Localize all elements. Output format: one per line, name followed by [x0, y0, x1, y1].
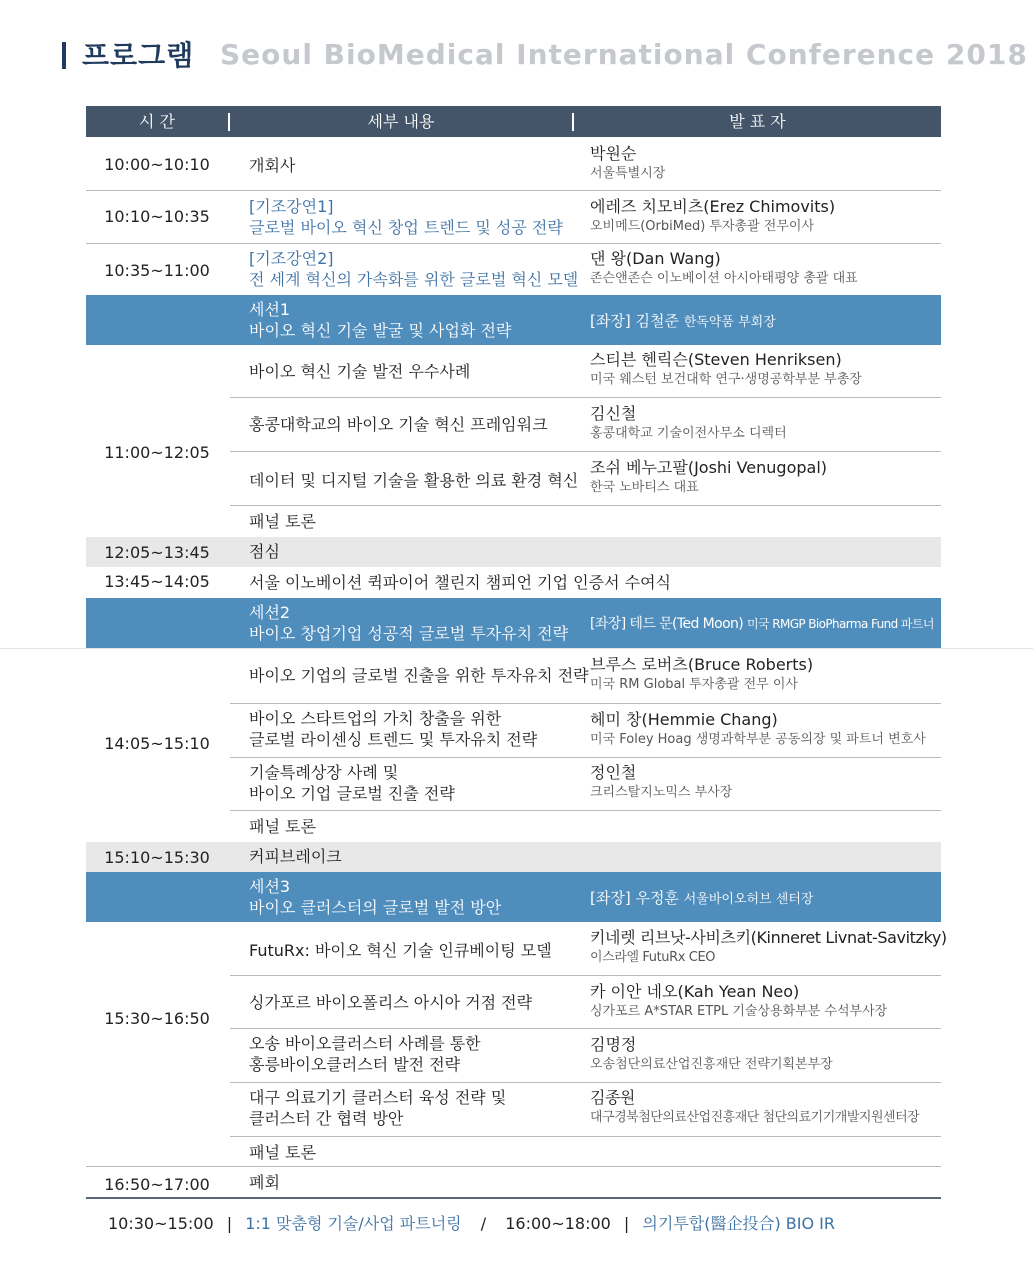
- session-label: 세션2: [249, 603, 291, 622]
- table-row: [86, 244, 941, 295]
- keynote-label: [기조강연2]: [249, 249, 334, 268]
- table-row: [86, 811, 941, 842]
- speaker: [590, 927, 947, 968]
- session-chair: [590, 613, 941, 633]
- speaker-affiliation: 싱가포르 A*STAR ETPL 기술상용화부분 수석부사장: [590, 1004, 888, 1019]
- table-row: [86, 191, 941, 243]
- row-title: FutuRx: 바이오 혁신 기술 인큐베이팅 모델: [249, 941, 552, 960]
- footer-separator: |: [226, 1214, 233, 1233]
- keynote-title: 글로벌 바이오 혁신 창업 트렌드 및 성공 전략: [249, 218, 563, 237]
- table-row: [86, 452, 941, 505]
- title-line: 바이오 기업 글로벌 진출 전략: [249, 784, 455, 803]
- speaker-affiliation: 존슨앤존슨 이노베이션 아시아태평양 총괄 대표: [590, 271, 858, 286]
- speaker: [590, 654, 941, 695]
- speaker-name: 헤미 창(Hemmie Chang): [590, 710, 778, 729]
- speaker-affiliation: 미국 웨스턴 보건대학 연구·생명공학부분 부총장: [590, 372, 862, 387]
- speaker-name: 조쉬 베누고팔(Joshi Venugopal): [590, 458, 828, 477]
- session-chair: [590, 887, 941, 908]
- table-row: [86, 506, 941, 537]
- speaker-name: 키네렛 리브낫-사비츠키(Kinneret Livnat-Savitzky): [590, 928, 947, 947]
- session-header: [86, 598, 941, 648]
- speaker-name: 스티븐 헨릭슨(Steven Henriksen): [590, 350, 842, 369]
- speaker-name: 정인철: [590, 763, 637, 782]
- speaker-name: 김종원: [590, 1088, 635, 1107]
- row-time: 14:05~15:10: [104, 734, 210, 753]
- row-time: 10:35~11:00: [104, 261, 210, 280]
- title-line: 바이오 스타트업의 가치 창출을 위한: [249, 709, 502, 728]
- session-chair: [590, 310, 941, 331]
- row-time: 15:30~16:50: [104, 1009, 210, 1028]
- table-row: [86, 537, 941, 567]
- session-header: [86, 872, 941, 922]
- col-speaker: 발 표 자: [729, 112, 786, 131]
- col-time: 시 간: [139, 112, 175, 131]
- speaker-affiliation: 크리스탈지노믹스 부사장: [590, 785, 733, 800]
- table-row: [86, 398, 941, 451]
- session-title: [249, 299, 569, 341]
- table-header: [86, 106, 941, 137]
- speaker-name: 김신철: [590, 404, 637, 423]
- speaker: [590, 1034, 941, 1075]
- chair-name: [좌장] 테드 문(Ted Moon): [590, 616, 744, 632]
- speaker-name: 에레즈 치모비츠(Erez Chimovits): [590, 197, 836, 216]
- speaker-affiliation: 한국 노바티스 대표: [590, 480, 699, 495]
- session-header: [86, 295, 941, 345]
- row-time: 10:10~10:35: [104, 207, 210, 226]
- row-title: 패널 토론: [249, 817, 316, 836]
- speaker: [590, 981, 941, 1022]
- session-title: [249, 876, 569, 918]
- row-title: [249, 708, 569, 750]
- speaker: [590, 1087, 941, 1128]
- speaker-affiliation: 오비메드(OrbiMed) 투자총괄 전무이사: [590, 219, 815, 234]
- table-row: [86, 1083, 941, 1136]
- table-row: [86, 140, 941, 190]
- footer-time: 10:30~15:00: [108, 1214, 214, 1233]
- speaker: [590, 143, 941, 184]
- row-time: 10:00~10:10: [104, 155, 210, 174]
- row-title: 패널 토론: [249, 512, 316, 531]
- session-topic: 바이오 혁신 기술 발굴 및 사업화 전략: [249, 321, 512, 340]
- row-title: 개회사: [249, 156, 296, 175]
- speaker-affiliation: 미국 Foley Hoag 생명과학부분 공동의장 및 파트너 변호사: [590, 732, 926, 747]
- speaker-affiliation: 서울특별시장: [590, 166, 666, 181]
- title-line: 기술특례상장 사례 및: [249, 763, 399, 782]
- speaker-affiliation: 이스라엘 FutuRx CEO: [590, 950, 716, 965]
- speaker: [590, 349, 941, 390]
- speaker-name: 카 이안 네오(Kah Yean Neo): [590, 982, 800, 1001]
- title-line: 오송 바이오클러스터 사례를 통한: [249, 1034, 481, 1053]
- speaker-affiliation: 홍콩대학교 기술이전사무소 디렉터: [590, 426, 787, 441]
- conference-title: Seoul BioMedical International Conference 2018: [220, 38, 1028, 71]
- speaker: [590, 709, 941, 750]
- title-line: 대구 의료기기 클러스터 육성 전략 및: [249, 1088, 507, 1107]
- chair-affiliation: 미국 RMGP BioPharma Fund 파트너: [747, 617, 934, 631]
- table-row: [86, 650, 941, 702]
- table-row: [86, 704, 941, 757]
- speaker-name: 김명정: [590, 1035, 637, 1054]
- speaker-name: 댄 왕(Dan Wang): [590, 249, 721, 268]
- table-bottom-rule: [86, 1197, 941, 1199]
- row-title: [249, 1033, 569, 1075]
- table-row: [86, 345, 941, 397]
- title-line: 클러스터 간 협력 방안: [249, 1109, 404, 1128]
- speaker: [590, 196, 941, 237]
- footer-event: 1:1 맞춤형 기술/사업 파트너링: [245, 1214, 462, 1233]
- session-title: [249, 602, 569, 644]
- row-title: 홍콩대학교의 바이오 기술 혁신 프레임워크: [249, 415, 548, 434]
- chair-affiliation: 한독약품 부회장: [683, 315, 776, 330]
- row-title: [249, 1087, 569, 1129]
- table-row: [86, 976, 941, 1028]
- session-label: 세션3: [249, 877, 291, 896]
- keynote-title: 전 세계 혁신의 가속화를 위한 글로벌 혁신 모델: [249, 270, 579, 289]
- keynote-label: [기조강연1]: [249, 197, 334, 216]
- session-label: 세션1: [249, 300, 291, 319]
- table-row: [86, 758, 941, 810]
- chair-name: [좌장] 김철준: [590, 312, 679, 330]
- row-time: 12:05~13:45: [104, 543, 210, 562]
- session-topic: 바이오 클러스터의 글로벌 발전 방안: [249, 898, 502, 917]
- speaker: [590, 762, 941, 803]
- chair-name: [좌장] 우정훈: [590, 889, 679, 907]
- speaker: [590, 248, 941, 289]
- row-time: 11:00~12:05: [104, 443, 210, 462]
- row-title: 폐회: [249, 1173, 280, 1192]
- speaker: [590, 457, 941, 498]
- row-title: 서울 이노베이션 퀵파이어 챌린지 챔피언 기업 인증서 수여식: [249, 573, 672, 592]
- footer-event: 의기투합(醫企投合) BIO IR: [642, 1214, 836, 1233]
- speaker-affiliation: 미국 RM Global 투자총괄 전무 이사: [590, 677, 798, 692]
- table-row: [86, 842, 941, 872]
- row-title: 바이오 기업의 글로벌 진출을 위한 투자유치 전략: [249, 666, 589, 685]
- row-title: 싱가포르 바이오폴리스 아시아 거점 전략: [249, 993, 533, 1012]
- row-time: 13:45~14:05: [104, 572, 210, 591]
- row-title: 커피브레이크: [249, 847, 342, 866]
- title-line: 글로벌 라이센싱 트렌드 및 투자유치 전략: [249, 730, 538, 749]
- chair-affiliation: 서울바이오허브 센터장: [683, 892, 814, 907]
- table-row: [86, 922, 947, 975]
- title-line: 홍릉바이오클러스터 발전 전략: [249, 1055, 461, 1074]
- footer-events: [108, 1211, 835, 1234]
- speaker-affiliation: 오송첨단의료산업진흥재단 전략기획본부장: [590, 1057, 833, 1072]
- row-title: 점심: [249, 542, 280, 561]
- table-row: [86, 1167, 941, 1197]
- table-row: [86, 1137, 941, 1167]
- row-title: 바이오 혁신 기술 발전 우수사례: [249, 362, 471, 381]
- footer-separator: |: [623, 1214, 630, 1233]
- col-detail: 세부 내용: [367, 112, 435, 131]
- header-accent-bar: [62, 42, 66, 69]
- footer-slash: /: [480, 1214, 487, 1233]
- page-divider: [0, 648, 1033, 649]
- row-title: 패널 토론: [249, 1143, 316, 1162]
- footer-time: 16:00~18:00: [505, 1214, 611, 1233]
- row-title: 데이터 및 디지털 기술을 활용한 의료 환경 혁신: [249, 471, 579, 490]
- row-title: [249, 762, 569, 804]
- row-title: [249, 248, 579, 290]
- speaker-affiliation: 대구경북첨단의료산업진흥재단 첨단의료기기개발지원센터장: [590, 1110, 920, 1125]
- speaker: [590, 403, 941, 444]
- page-title: 프로그램: [82, 39, 195, 72]
- row-title: [249, 196, 569, 238]
- row-time: 16:50~17:00: [104, 1175, 210, 1194]
- row-time: 15:10~15:30: [104, 848, 210, 867]
- speaker-name: 브루스 로버츠(Bruce Roberts): [590, 655, 814, 674]
- speaker-name: 박원순: [590, 144, 637, 163]
- session-topic: 바이오 창업기업 성공적 글로벌 투자유치 전략: [249, 624, 569, 643]
- table-row: [86, 1029, 941, 1082]
- table-row: [86, 567, 941, 598]
